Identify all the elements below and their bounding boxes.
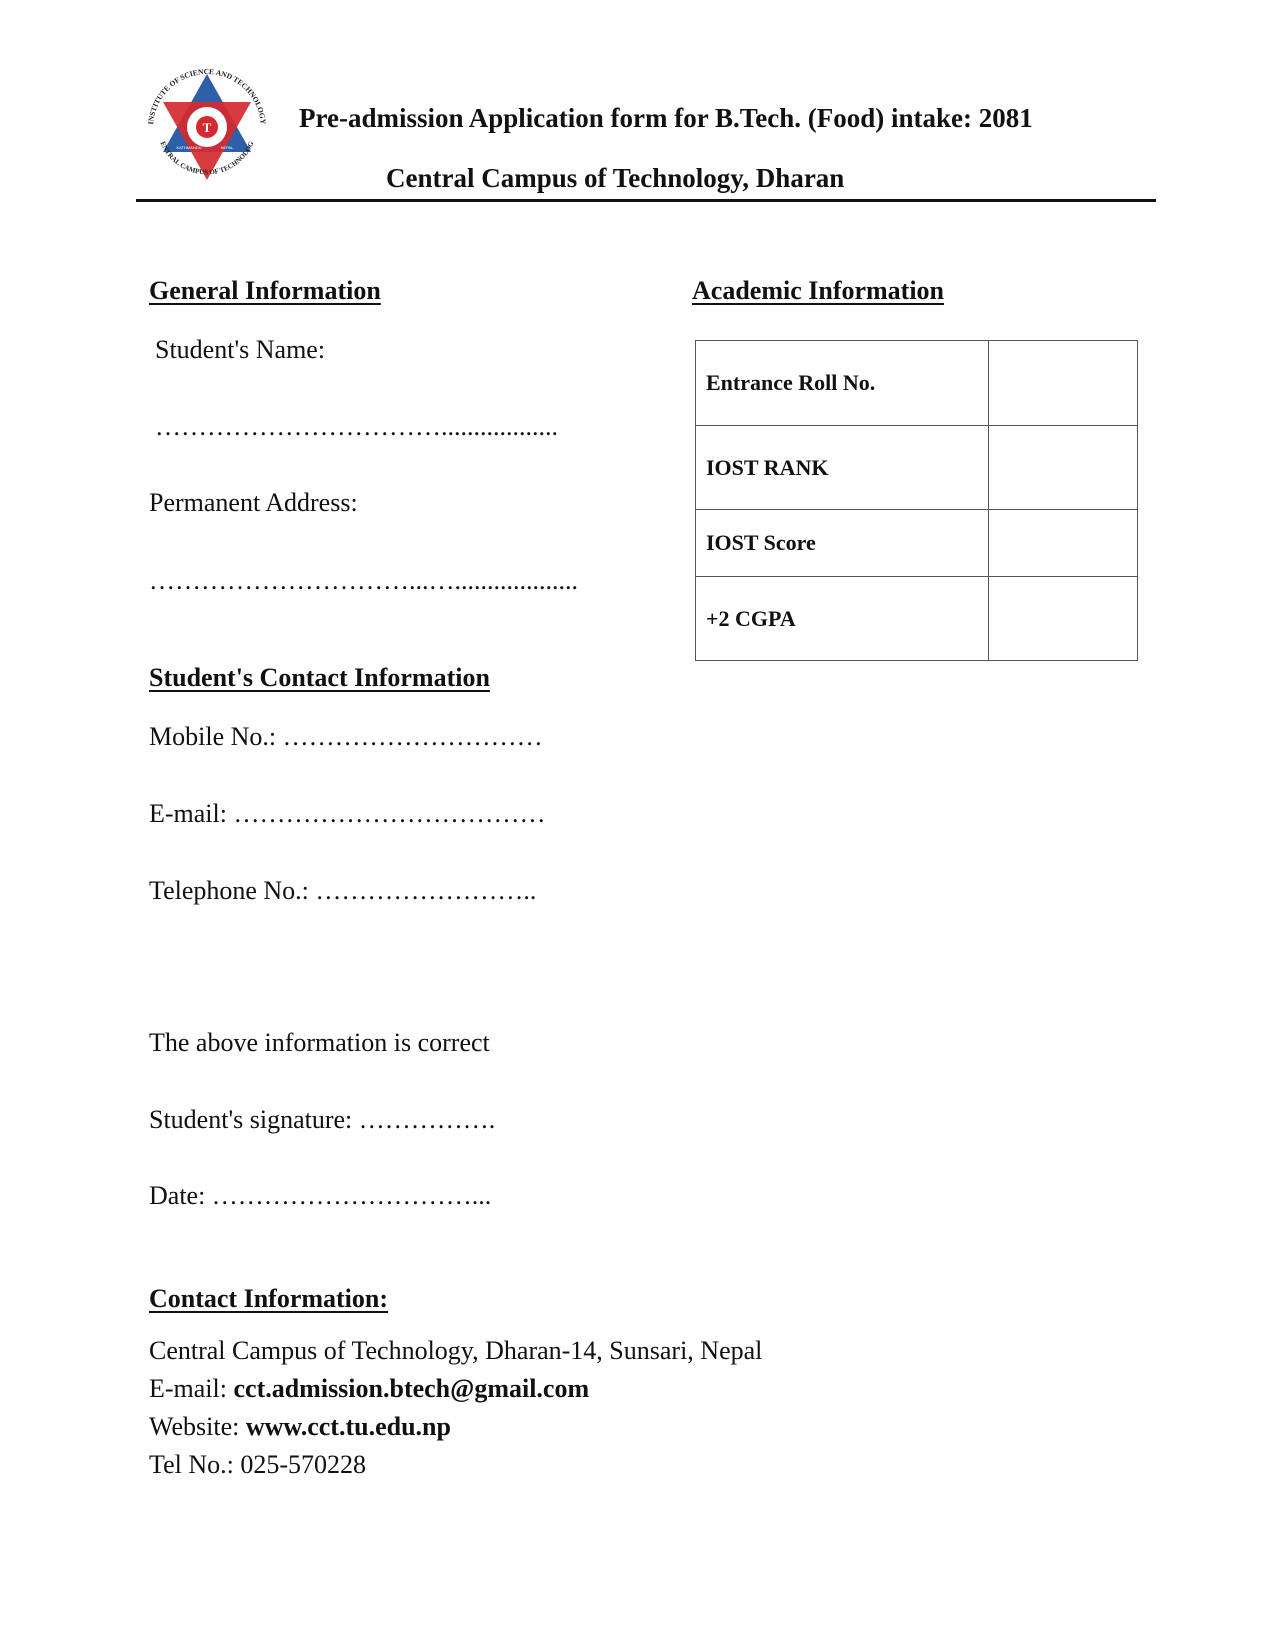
svg-text:T: T <box>202 120 212 135</box>
campus-website-link[interactable]: www.cct.tu.edu.np <box>245 1412 451 1441</box>
contact-info-heading: Student's Contact Information <box>149 663 490 692</box>
campus-name: Central Campus of Technology, Dharan <box>386 163 845 193</box>
cgpa-value[interactable] <box>989 577 1138 661</box>
campus-website-line <box>149 1412 451 1442</box>
email-field[interactable]: E-mail: ……………………………… <box>149 799 546 828</box>
permanent-address-label: Permanent Address: <box>149 488 358 517</box>
general-info-heading: General Information <box>149 276 381 305</box>
svg-text:CENTRAL CAMPUS OF TECHNOLOGY: ENTRAL CAMPUS OF TECHNOLOG <box>158 140 256 177</box>
header-divider <box>136 199 1156 202</box>
declaration-statement: The above information is correct <box>149 1028 490 1057</box>
entrance-roll-label: Entrance Roll No. <box>696 341 989 426</box>
telephone-field[interactable]: Telephone No.: …………………….. <box>149 876 537 905</box>
iost-score-value[interactable] <box>989 510 1138 577</box>
table-row <box>696 341 1138 426</box>
campus-telephone: Tel No.: 025-570228 <box>149 1450 366 1479</box>
entrance-roll-value[interactable] <box>989 341 1138 426</box>
student-name-field[interactable]: …………………………….................. <box>155 412 558 441</box>
footer-contact-heading: Contact Information: <box>149 1284 389 1313</box>
cgpa-label: +2 CGPA <box>696 577 989 661</box>
campus-address: Central Campus of Technology, Dharan-14, Sunsari, Nepal <box>149 1336 763 1365</box>
table-row <box>696 426 1138 510</box>
mobile-field[interactable]: Mobile No.: ………………………… <box>149 722 543 751</box>
iost-rank-value[interactable] <box>989 426 1138 510</box>
table-row <box>696 577 1138 661</box>
permanent-address-field[interactable]: …………………………...…................... <box>149 566 578 595</box>
signature-field[interactable]: Student's signature: ……………. <box>149 1105 496 1134</box>
student-name-label: Student's Name: <box>155 335 326 364</box>
table-row <box>696 510 1138 577</box>
campus-email-line <box>149 1374 589 1404</box>
iost-score-label: IOST Score <box>696 510 989 577</box>
campus-logo <box>139 56 275 192</box>
iost-rank-label: IOST RANK <box>696 426 989 510</box>
svg-text:NEPAL: NEPAL <box>220 145 234 150</box>
academic-info-heading: Academic Information <box>692 276 945 305</box>
svg-text:KATHMANDU: KATHMANDU <box>176 145 202 150</box>
campus-website-label: Website: <box>149 1412 246 1441</box>
svg-text:INSTITUTE OF SCIENCE AND TECHN: INSTITUTE OF SCIENCE AND TECHNOLOGY <box>146 66 268 125</box>
campus-email-link[interactable]: cct.admission.btech@gmail.com <box>233 1374 590 1403</box>
date-field[interactable]: Date: …………………………... <box>149 1181 492 1210</box>
form-title: Pre-admission Application form for B.Tech. (Food) intake: 2081 <box>299 103 1033 133</box>
academic-info-table <box>695 340 1138 661</box>
campus-email-label: E-mail: <box>149 1374 234 1403</box>
